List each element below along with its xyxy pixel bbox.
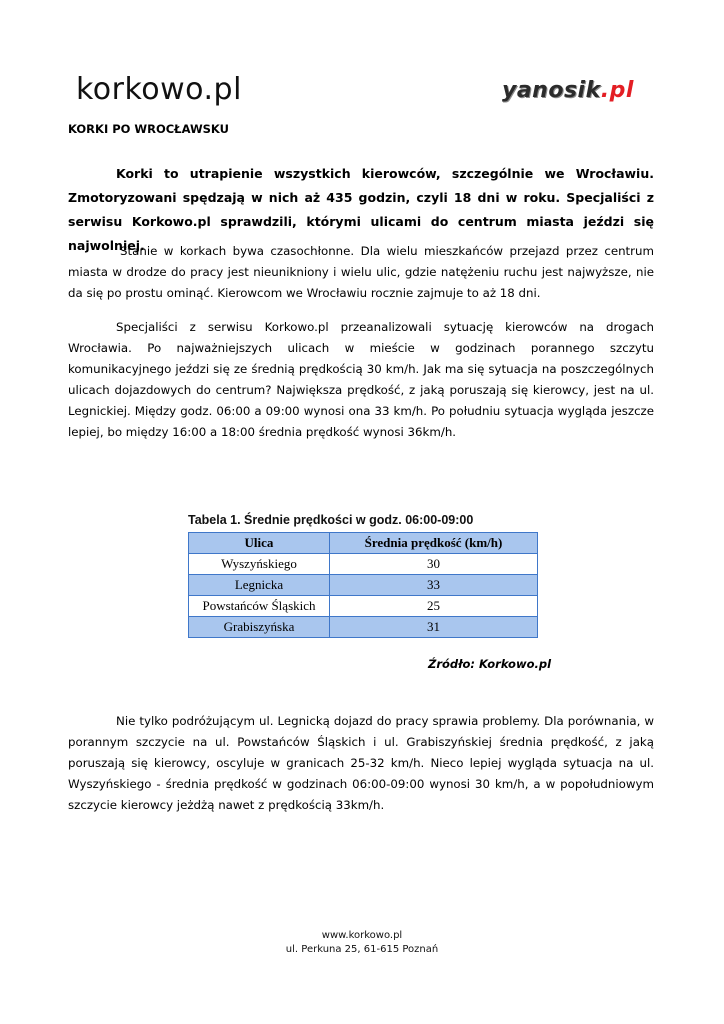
table-row [189, 596, 538, 617]
yanosik-logo-tld: .pl [600, 78, 634, 103]
footer-address: ul. Perkuna 25, 61-615 Poznań [285, 944, 439, 955]
footer-url: www.korkowo.pl [321, 930, 403, 941]
speed-cell: 30 [330, 554, 538, 575]
street-cell: Legnicka [189, 575, 330, 596]
speed-cell: 25 [330, 596, 538, 617]
column-header-speed: Średnia prędkość (km/h) [330, 533, 538, 554]
yanosik-logo [502, 78, 634, 104]
table-caption: Tabela 1. Średnie prędkości w godz. 06:00-09:00 [188, 513, 474, 527]
speed-table [188, 532, 538, 638]
korkowo-logo: korkowo.pl [76, 72, 242, 107]
table-row [189, 575, 538, 596]
article-lead: Korki to utrapienie wszystkich kierowców, szczególnie we Wrocławiu. Zmotoryzowani spędzają w nich aż 435 godzin, czyli 18 dni w roku. Specjaliści z serwisu Korkowo.pl sprawdzili, którymi ulicami do centrum miasta jeździ się najwolniej. [68, 166, 654, 253]
street-cell: Wyszyńskiego [189, 554, 330, 575]
column-header-street: Ulica [189, 533, 330, 554]
street-cell: Powstańców Śląskich [189, 596, 330, 617]
article-title: KORKI PO WROCŁAWSKU [68, 122, 229, 136]
page-footer [0, 929, 724, 957]
table-header-row [189, 533, 538, 554]
street-cell: Grabiszyńska [189, 617, 330, 638]
table-row [189, 554, 538, 575]
table-row [189, 617, 538, 638]
speed-cell: 33 [330, 575, 538, 596]
speed-cell: 31 [330, 617, 538, 638]
paragraph-3: Nie tylko podróżującym ul. Legnicką dojazd do pracy sprawia problemy. Dla porównania, w porannym szczycie na ul. Powstańców Śląskich i ul. Grabiszyńskiej średnia prędkość, z jaką poruszają się kierowcy, oscyluje w granicach 25-32 km/h. Nieco lepiej wygląda sytuacja na ul. Wyszyńskiego - średnia prędkość w godzinach 06:00-09:00 wynosi 30 km/h, a w popołudniowym szczycie kierowcy jeżdżą nawet z prędkością 33km/h. [68, 714, 654, 812]
table-source: Źródło: Korkowo.pl [428, 657, 552, 671]
paragraph-2: Specjaliści z serwisu Korkowo.pl przeanalizowali sytuację kierowców na drogach Wrocławia. Po najważniejszych ulicach w mieście w godzinach porannego szczytu komunikacyjnego jeździ się ze średnią prędkością 30 km/h. Jak ma się sytuacja na poszczególnych ulicach dojazdowych do centrum? Największa prędkość, z jaką poruszają się kierowcy, jest na ul. Legnickiej. Między godz. 06:00 a 09:00 wynosi ona 33 km/h. Po południu sytuacja wygląda jeszcze lepiej, bo między 16:00 a 18:00 średnia prędkość wynosi 36km/h. [68, 320, 654, 439]
paragraph-1: Stanie w korkach bywa czasochłonne. Dla wielu mieszkańców przejazd przez centrum miasta w drodze do pracy jest nieunikniony i wielu ulic, gdzie natężeniu ruchu jest najwyższe, nie da się po prostu ominąć. Kierowcom we Wrocławiu rocznie zajmuje to aż 18 dni. [68, 244, 654, 300]
yanosik-logo-text: yanosik [502, 78, 601, 103]
